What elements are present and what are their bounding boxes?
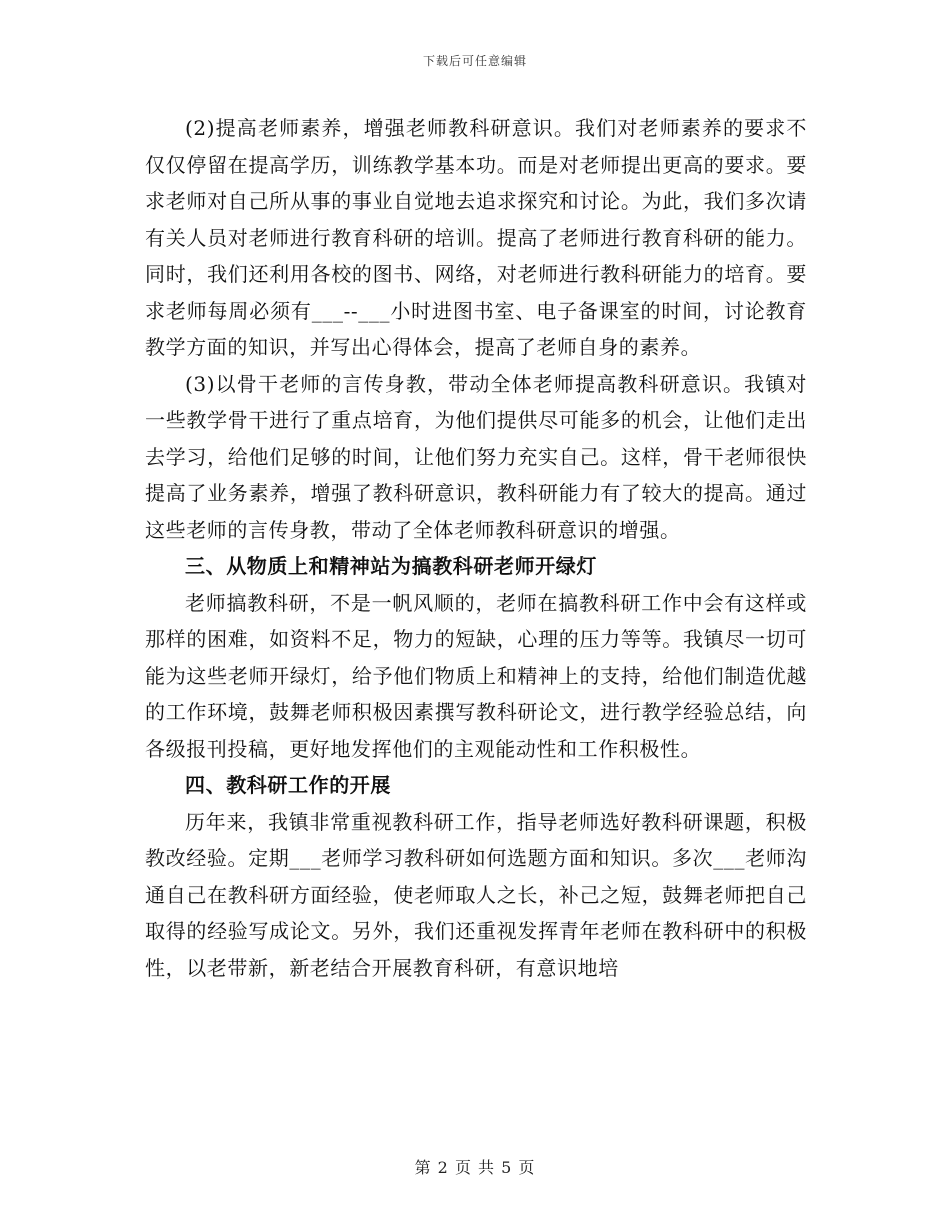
page-header: 下载后可任意编辑 bbox=[422, 54, 527, 68]
paragraph-research-work: 历年来，我镇非常重视教科研工作，指导老师选好教科研课题，积极教改经验。定期___老师学习教科研如何选题方面和知识。多次___老师沟通自己在教科研方面经验，使老师取人之长，补己之短，鼓舞老师把自己取得的经验写成论文。另外，我们还重视发挥青年老师在教科研中的积极性，以老带新，新老结合开展教育科研，有意识地培 bbox=[145, 809, 807, 980]
paragraph-improve-teacher-quality: (2)提高老师素养，增强老师教科研意识。我们对老师素养的要求不仅仅停留在提高学历，训练教学基本功。而是对老师提出更高的要求。要求老师对自己所从事的事业自觉地去追求探究和讨论。为此，我们多次请有关人员对老师进行教育科研的培训。提高了老师进行教育科研的能力。同时，我们还利用各校的图书、网络，对老师进行教科研能力的培育。要求老师每周必须有___--___小时进图书室、电子备课室的时间，讨论教育教学方面的知识，并写出心得体会，提高了老师自身的素养。 bbox=[145, 116, 807, 359]
page-number: 第 2 页 共 5 页 bbox=[414, 1158, 536, 1177]
document-body bbox=[145, 110, 807, 986]
section-heading-3: 三、从物质上和精神站为搞教科研老师开绿灯 bbox=[185, 554, 597, 578]
paragraph-green-light-support: 老师搞教科研，不是一帆风顺的，老师在搞教科研工作中会有这样或那样的困难，如资料不足，物力的短缺，心理的压力等等。我镇尽一切可能为这些老师开绿灯，给予他们物质上和精神上的支持，给他们制造优越的工作环境，鼓舞老师积极因素撰写教科研论文，进行教学经验总结，向各级报刊投稿，更好地发挥他们的主观能动性和工作积极性。 bbox=[145, 590, 807, 761]
paragraph-backbone-teachers: (3)以骨干老师的言传身教，带动全体老师提高教科研意识。我镇对一些教学骨干进行了重点培育，为他们提供尽可能多的机会，让他们走出去学习，给他们足够的时间，让他们努力充实自己。这样，骨干老师很快提高了业务素养，增强了教科研意识，教科研能力有了较大的提高。通过这些老师的言传身教，带动了全体老师教科研意识的增强。 bbox=[145, 371, 807, 542]
section-heading-4: 四、教科研工作的开展 bbox=[185, 773, 391, 797]
